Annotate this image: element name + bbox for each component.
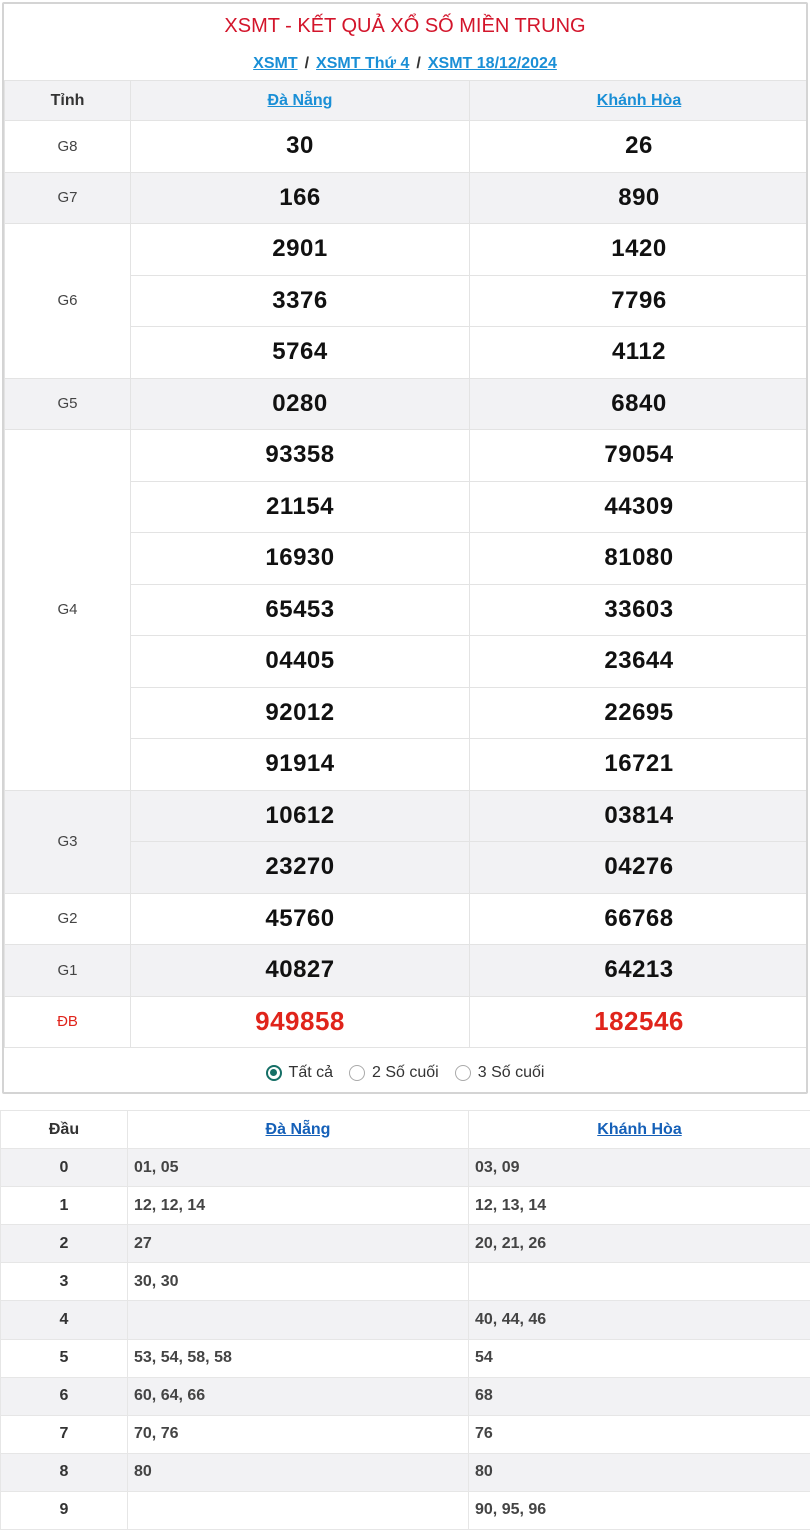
loto-values: 54: [469, 1339, 810, 1377]
page-title: XSMT - KẾT QUẢ XỔ SỐ MIỀN TRUNG: [224, 15, 586, 37]
prize-number: 64213: [470, 945, 809, 997]
filter-last-3[interactable]: [455, 1064, 545, 1082]
prize-number: 2901: [131, 224, 470, 276]
loto-values: 12, 12, 14: [128, 1187, 469, 1225]
loto-header-khanh-hoa: [469, 1111, 810, 1149]
prize-number: 33603: [470, 584, 809, 636]
column-header-province: Tỉnh: [5, 81, 131, 121]
prize-number: 0280: [131, 378, 470, 430]
radio-selected-icon[interactable]: [266, 1065, 282, 1081]
prize-number: 1420: [470, 224, 809, 276]
prize-number: 16930: [131, 533, 470, 585]
loto-row: [1, 1263, 810, 1301]
breadcrumb-link-date[interactable]: XSMT 18/12/2024: [427, 54, 557, 72]
loto-head-digit: 8: [1, 1453, 128, 1491]
prize-number: 6840: [470, 378, 809, 430]
prize-number: 5764: [131, 327, 470, 379]
prize-number: 04276: [470, 842, 809, 894]
loto-head-digit: 2: [1, 1225, 128, 1263]
province-link-khanh-hoa[interactable]: Khánh Hòa: [596, 91, 682, 109]
prize-number: 44309: [470, 481, 809, 533]
loto-row: [1, 1491, 810, 1529]
prize-number: 81080: [470, 533, 809, 585]
province-link-da-nang[interactable]: Đà Nẵng: [267, 91, 333, 109]
loto-values: 53, 54, 58, 58: [128, 1339, 469, 1377]
loto-values: 01, 05: [128, 1149, 469, 1187]
prize-number: 03814: [470, 790, 809, 842]
prize-number: 7796: [470, 275, 809, 327]
prize-label: G5: [5, 378, 131, 430]
prize-number: 93358: [131, 430, 470, 482]
prize-number: 40827: [131, 945, 470, 997]
loto-values: 12, 13, 14: [469, 1187, 810, 1225]
prize-number: 91914: [131, 739, 470, 791]
prize-number: 92012: [131, 687, 470, 739]
loto-values: 70, 76: [128, 1415, 469, 1453]
loto-values: 68: [469, 1377, 810, 1415]
prize-number: 16721: [470, 739, 809, 791]
prize-number: 65453: [131, 584, 470, 636]
loto-values: 03, 09: [469, 1149, 810, 1187]
breadcrumb-separator: /: [416, 54, 421, 72]
filter-all-label: Tất cả: [288, 1063, 334, 1081]
prize-number: 23270: [131, 842, 470, 894]
results-table: [4, 80, 808, 1048]
prize-row: [5, 172, 809, 224]
prize-number: 45760: [131, 893, 470, 945]
prize-row: [5, 378, 809, 430]
loto-row: [1, 1339, 810, 1377]
digit-filter: [4, 1048, 806, 1094]
column-header-khanh-hoa: [470, 81, 809, 121]
prize-number: 22695: [470, 687, 809, 739]
loto-values: 30, 30: [128, 1263, 469, 1301]
loto-row: [1, 1225, 810, 1263]
breadcrumb: [4, 47, 806, 80]
loto-values: 76: [469, 1415, 810, 1453]
loto-values: 20, 21, 26: [469, 1225, 810, 1263]
column-header-da-nang: [131, 81, 470, 121]
special-prize-number: 182546: [470, 996, 809, 1048]
prize-row: [5, 121, 809, 173]
loto-head-digit: 0: [1, 1149, 128, 1187]
prize-row: [5, 945, 809, 997]
prize-number: 04405: [131, 636, 470, 688]
loto-head-table: [0, 1110, 810, 1530]
breadcrumb-separator: /: [304, 54, 310, 72]
loto-row: [1, 1187, 810, 1225]
loto-row: [1, 1149, 810, 1187]
column-header-head: Đầu: [1, 1111, 128, 1149]
filter-last-2[interactable]: [349, 1064, 439, 1082]
loto-values: [128, 1491, 469, 1529]
prize-label: G3: [5, 790, 131, 893]
loto-body: [1, 1149, 810, 1530]
prize-row: [5, 893, 809, 945]
loto-values: 80: [469, 1453, 810, 1491]
prize-number: 890: [470, 172, 809, 224]
prize-number: 66768: [470, 893, 809, 945]
prize-row: [5, 996, 809, 1048]
prize-number: 10612: [131, 790, 470, 842]
loto-head-digit: 7: [1, 1415, 128, 1453]
loto-row: [1, 1301, 810, 1339]
loto-head-digit: 3: [1, 1263, 128, 1301]
breadcrumb-link-xsmt[interactable]: XSMT: [253, 54, 298, 72]
loto-head-digit: 6: [1, 1377, 128, 1415]
radio-empty-icon[interactable]: [349, 1065, 365, 1081]
loto-header-da-nang: [128, 1111, 469, 1149]
prize-label: G8: [5, 121, 131, 173]
prize-number: 166: [131, 172, 470, 224]
prize-row: [5, 430, 809, 482]
prize-row: [5, 224, 809, 276]
special-prize-number: 949858: [131, 996, 470, 1048]
radio-empty-icon[interactable]: [455, 1065, 471, 1081]
prize-label: G2: [5, 893, 131, 945]
loto-values: 27: [128, 1225, 469, 1263]
filter-last-2-label: 2 Số cuối: [372, 1063, 439, 1081]
loto-head-digit: 9: [1, 1491, 128, 1529]
loto-values: 40, 44, 46: [469, 1301, 810, 1339]
prize-number: 4112: [470, 327, 809, 379]
loto-province-link-da-nang[interactable]: Đà Nẵng: [265, 1120, 331, 1138]
loto-values: 80: [128, 1453, 469, 1491]
breadcrumb-link-thu4[interactable]: XSMT Thứ 4: [316, 54, 410, 72]
prize-label: G4: [5, 430, 131, 791]
loto-head-digit: 1: [1, 1187, 128, 1225]
results-body: [5, 121, 809, 1048]
prize-label: G7: [5, 172, 131, 224]
filter-last-3-label: 3 Số cuối: [477, 1063, 545, 1081]
loto-values: [469, 1263, 810, 1301]
prize-number: 3376: [131, 275, 470, 327]
prize-row: [5, 790, 809, 842]
results-card: [2, 2, 808, 1094]
prize-label: G6: [5, 224, 131, 379]
loto-head-digit: 4: [1, 1301, 128, 1339]
loto-row: [1, 1377, 810, 1415]
loto-values: 90, 95, 96: [469, 1491, 810, 1529]
prize-number: 79054: [470, 430, 809, 482]
prize-number: 23644: [470, 636, 809, 688]
loto-province-link-khanh-hoa[interactable]: Khánh Hòa: [597, 1120, 682, 1138]
loto-values: [128, 1301, 469, 1339]
prize-label: ĐB: [5, 996, 131, 1048]
loto-values: 60, 64, 66: [128, 1377, 469, 1415]
loto-row: [1, 1453, 810, 1491]
prize-number: 21154: [131, 481, 470, 533]
prize-number: 26: [470, 121, 809, 173]
loto-head-digit: 5: [1, 1339, 128, 1377]
loto-row: [1, 1415, 810, 1453]
prize-number: 30: [131, 121, 470, 173]
prize-label: G1: [5, 945, 131, 997]
filter-all[interactable]: [266, 1064, 333, 1082]
